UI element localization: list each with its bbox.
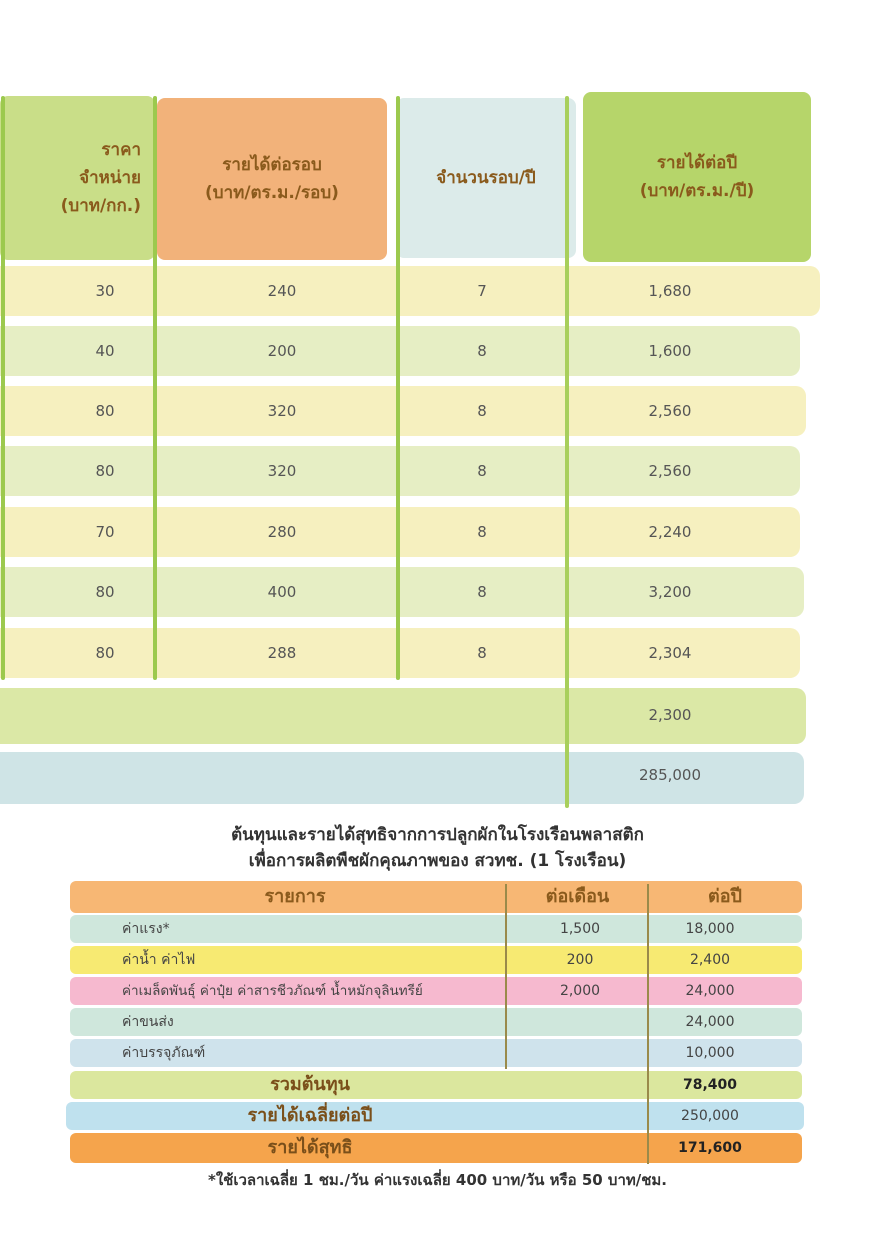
row-5-year: 2,240 [648,523,692,541]
cost-row-1-month: 1,500 [559,921,601,937]
row-4-rounds: 8 [477,462,487,480]
cost-table-title-line1: ต้นทุนและรายได้สุทธิจากการปลูกผักในโรงเรือนพลาสติก [231,825,644,845]
row-1-rounds: 7 [477,282,487,300]
total-cost-value: 78,400 [682,1077,738,1093]
total-cost-label: รวมต้นทุน [270,1074,350,1095]
cost-row-5-year: 10,000 [685,1045,735,1061]
cost-row-2-month: 200 [566,952,594,968]
total-year-income: 285,000 [638,766,702,784]
header-income-per-year [583,92,811,262]
cost-divider-year [647,884,649,1164]
row-1-year: 1,680 [648,282,692,300]
avg-income-label: รายได้เฉลี่ยต่อปี [247,1105,373,1126]
row-7-rounds: 8 [477,644,487,662]
row-3-income: 320 [267,402,297,420]
cost-row-2-label: ค่าน้ำ ค่าไฟ [122,952,196,968]
row-5-income: 280 [267,523,297,541]
row-2-income: 200 [267,342,297,360]
net-income-value: 171,600 [678,1140,742,1156]
row-6-rounds: 8 [477,583,487,601]
header-year-line2: (บาท/ตร.ม./ปี) [639,181,755,201]
divider-rounds-year [565,96,569,808]
row-5-rounds: 8 [477,523,487,541]
header-price-line1: ราคา [101,140,141,160]
row-4-income: 320 [267,462,297,480]
row-4-price: 80 [95,462,115,480]
row-3-year: 2,560 [648,402,692,420]
divider-income-rounds [396,96,400,680]
row-6-income: 400 [267,583,297,601]
row-6-year: 3,200 [648,583,692,601]
cost-row-4-label: ค่าขนส่ง [122,1014,174,1030]
cost-divider-month [505,884,507,1069]
avg-income-value: 250,000 [681,1108,739,1124]
cost-header-item: รายการ [264,886,326,907]
header-income-line2: (บาท/ตร.ม./รอบ) [205,183,339,203]
cost-header-per-year: ต่อปี [708,886,742,907]
row-3-price: 80 [95,402,115,420]
divider-price-income [153,96,157,680]
header-rounds-label: จำนวนรอบ/ปี [436,168,536,188]
row-2-year: 1,600 [648,342,692,360]
cost-table-title-line2: เพื่อการผลิตพืชผักคุณภาพของ สวทช. (1 โรงเรือน) [248,851,627,871]
cost-row-1-label: ค่าแรง* [122,921,170,937]
header-rounds-per-year [396,98,576,258]
header-income-line1: รายได้ต่อรอบ [222,155,322,175]
labor-footnote: *ใช้เวลาเฉลี่ย 1 ชม./วัน ค่าแรงเฉลี่ย 400 บาท/วัน หรือ 50 บาท/ชม. [207,1171,667,1189]
header-price-line3: (บาท/กก.) [60,196,141,216]
row-4-year: 2,560 [648,462,692,480]
header-price-line2: จำหน่าย [79,168,141,188]
row-5-price: 70 [95,523,115,541]
cost-row-3-year: 24,000 [685,983,735,999]
cost-row-1-year: 18,000 [685,921,735,937]
net-income-label: รายได้สุทธิ [267,1137,353,1158]
cost-header-per-month: ต่อเดือน [545,886,610,907]
row-7-income: 288 [267,644,297,662]
cost-row-5-label: ค่าบรรจุภัณฑ์ [122,1045,206,1061]
header-income-per-round [157,98,387,260]
row-2-price: 40 [95,342,115,360]
divider-left [1,96,5,680]
average-year-income: 2,300 [648,706,692,724]
cost-row-3-label: ค่าเมล็ดพันธุ์ ค่าปุ๋ย ค่าสารชีวภัณฑ์ น้ำหมักจุลินทรีย์ [122,983,423,999]
header-price [0,96,155,260]
row-1-price: 30 [95,282,115,300]
header-year-line1: รายได้ต่อปี [656,153,738,173]
cost-row-3-month: 2,000 [559,983,601,999]
row-3-rounds: 8 [477,402,487,420]
row-2-rounds: 8 [477,342,487,360]
row-6-price: 80 [95,583,115,601]
cost-row-2-year: 2,400 [689,952,731,968]
row-7-year: 2,304 [648,644,692,662]
row-1-income: 240 [267,282,297,300]
cost-row-4-year: 24,000 [685,1014,735,1030]
row-7-price: 80 [95,644,115,662]
